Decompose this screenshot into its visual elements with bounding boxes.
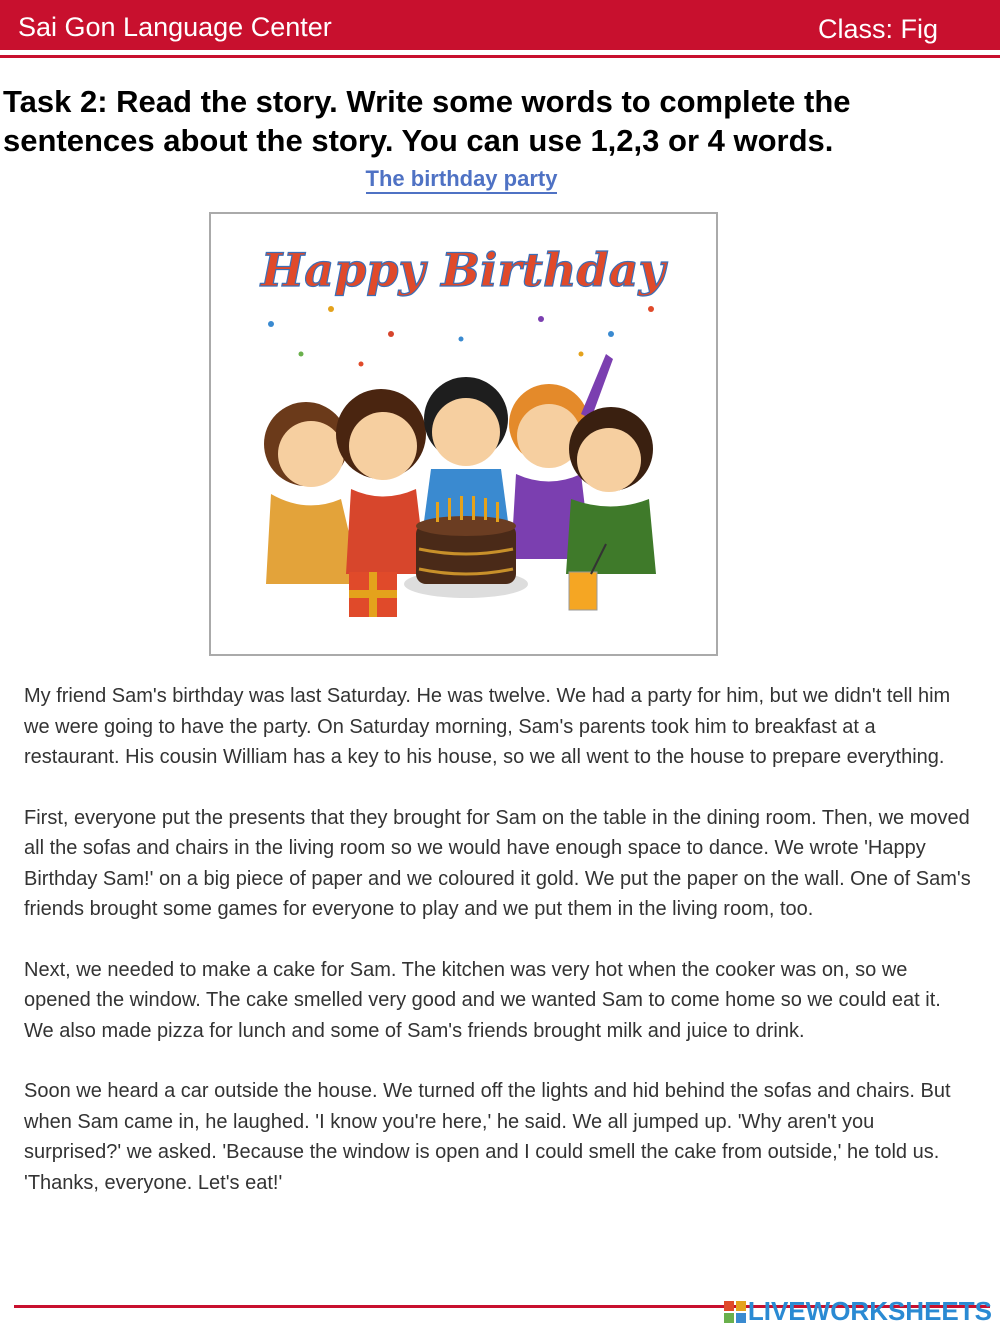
story-title-text: The birthday party (366, 166, 558, 194)
class-label: Class: Fig (817, 14, 938, 44)
center-name: Sai Gon Language Center (18, 12, 332, 42)
story-paragraph: Soon we heard a car outside the house. We turned off the lights and hid behind the sofas and chairs. But when Sam came in, he laughed. 'I know you're here,' he said. We all jumped up. 'Why aren't you surprised?' we asked. 'Because the window is open and I could smell the cake from outside,' he told us. 'Thanks, everyone. Let's eat!' (24, 1080, 951, 1194)
happy-birthday-text: Happy Birthday (260, 243, 666, 297)
story-paragraph: First, everyone put the presents that they brought for Sam on the table in the dining room. Then, we moved all the sofas and chairs in the living room so we would have enough space to dance. We wrote 'Happy Birthday Sam!' on a big piece of paper and we coloured it gold. We put the paper on the wall. One of Sam's friends brought some games for everyone to play and we put them in the living room, too. (24, 806, 971, 920)
gift-box (349, 572, 397, 617)
story-paragraph: My friend Sam's birthday was last Saturday. He was twelve. We had a party for him, but we didn't tell him we were going to have the party. On Saturday morning, Sam's parents took him to breakfast at a restaurant. His cousin William has a key to his house, so we all went to the house to prepare everything. (24, 685, 951, 768)
birthday-illustration (209, 212, 718, 656)
liveworksheets-logo (724, 1296, 992, 1327)
birthday-party-illustration (211, 214, 716, 654)
story-paragraph: Next, we needed to make a cake for Sam. The kitchen was very hot when the cooker was on, so we opened the window. The cake smelled very good and we wanted Sam to come home so we could eat it. We also made pizza for lunch and some of Sam's friends brought milk and juice to drink. (24, 958, 941, 1042)
header-bar (0, 0, 1000, 50)
story-title (0, 166, 923, 192)
liveworksheets-logo-icon (724, 1301, 746, 1323)
task-instruction: Task 2: Read the story. Write some words to complete the sentences about the story. You can use 1,2,3 or 4 words. (3, 84, 851, 158)
story-text (24, 681, 974, 1228)
logo-text: LIVEWORKSHEETS (747, 1296, 992, 1326)
header-divider (0, 55, 1000, 58)
confetti (268, 306, 654, 367)
